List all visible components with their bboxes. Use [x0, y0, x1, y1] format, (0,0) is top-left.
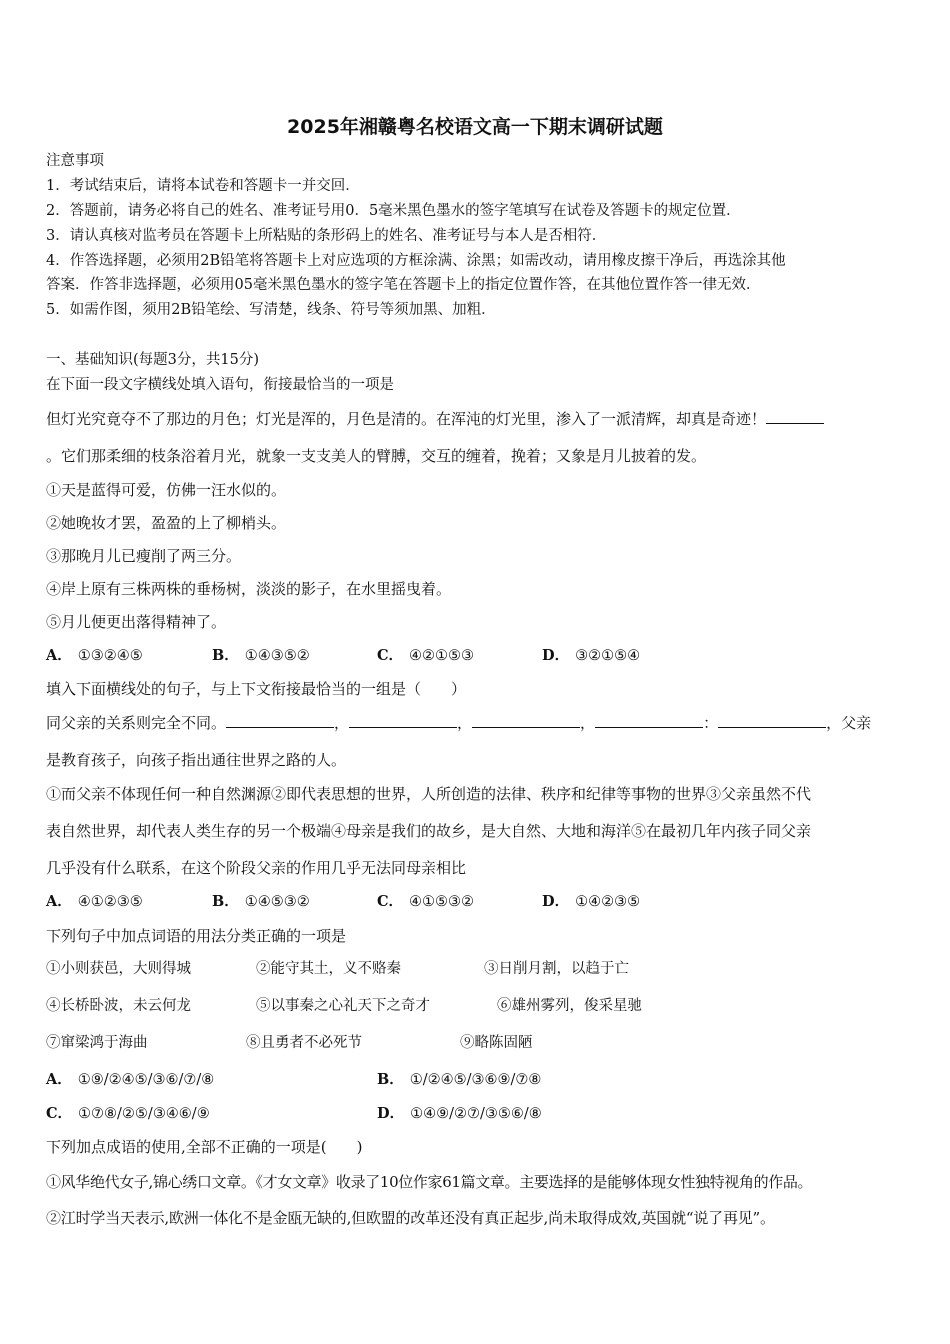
q1-item: ②她晚妆才罢，盈盈的上了柳梢头。	[46, 514, 287, 532]
q2-stem: 填入下面横线处的句子，与上下文衔接最恰当的一组是（ ）	[46, 680, 467, 698]
q1-passage-text: 但灯光究竟夺不了那边的月色；灯光是浑的，月色是清的。在浑沌的灯光里，渗入了一派清辉，却真是奇迹！	[46, 410, 767, 428]
q1-item: ③那晚月儿已瘦削了两三分。	[46, 547, 242, 565]
notice-item: 2．答题前，请务必将自己的姓名、准考证号用0．5毫米黑色墨水的签字笔填写在试卷及答题卡的规定位置．	[46, 203, 741, 219]
q3-item: ⑧且勇者不必死节	[246, 1035, 362, 1051]
q3-option-d[interactable]: D． ①④⑨/②⑦/③⑤⑥/⑧	[377, 1105, 542, 1122]
q3-item: ③日削月割，以趋于亡	[484, 961, 629, 977]
q4-stem: 下列加点成语的使用,全部不正确的一项是( )	[46, 1138, 363, 1156]
notice-item: 5．如需作图，须用2B铅笔绘、写清楚，线条、符号等须加黑、加粗．	[46, 302, 496, 318]
q3-item: ⑦窜梁鸿于海曲	[46, 1035, 148, 1051]
section-heading: 一、基础知识(每题3分，共15分)	[46, 352, 259, 368]
q1-passage-line1	[46, 409, 824, 429]
q4-item: ②江时学当天表示,欧洲一体化不是金瓯无缺的,但欧盟的改革还没有真正起步,尚未取得成效,英国就“说了再见”。	[46, 1209, 775, 1227]
notice-heading: 注意事项	[46, 153, 104, 169]
q3-item: ②能守其土，义不赂秦	[256, 961, 401, 977]
q3-item: ⑤以事秦之心礼天下之奇才	[256, 998, 430, 1014]
q3-option-c[interactable]: C． ①⑦⑧/②⑤/③④⑥/⑨	[46, 1105, 210, 1122]
q1-passage-line2: 。它们那柔细的枝条浴着月光，就象一支支美人的臂膊，交互的缠着，挽着；又象是月儿披着的发。	[46, 447, 707, 465]
q3-stem: 下列句子中加点词语的用法分类正确的一项是	[46, 927, 347, 945]
q2-option-d[interactable]: D． ①④②③⑤	[542, 893, 641, 910]
answer-blank	[718, 713, 826, 728]
q1-option-b[interactable]: B． ①④③⑤②	[212, 647, 310, 664]
q1-option-d[interactable]: D． ③②①⑤④	[542, 647, 641, 664]
q2-option-b[interactable]: B． ①④⑤③②	[212, 893, 310, 910]
q4-item: ①风华绝代女子,锦心绣口文章。《才女文章》收录了10位作家61篇文章。主要选择的是能够体现女性独特视角的作品。	[46, 1173, 813, 1191]
q3-item: ⑥雄州雾列，俊采星驰	[497, 998, 642, 1014]
notice-item: 1．考试结束后，请将本试卷和答题卡一并交回．	[46, 178, 360, 194]
q3-option-b[interactable]: B． ①/②④⑤/③⑥⑨/⑦⑧	[377, 1071, 542, 1088]
q1-item: ⑤月儿便更出落得精神了。	[46, 613, 227, 631]
q1-option-c[interactable]: C． ④②①⑤③	[377, 647, 475, 664]
q2-items-line: ①而父亲不体现任何一种自然渊源②即代表思想的世界，人所创造的法律、秩序和纪律等事物的世界③父亲虽然不代	[46, 785, 812, 803]
answer-blank	[226, 713, 334, 728]
q2-line2: 是教育孩子，向孩子指出通往世界之路的人。	[46, 751, 347, 769]
notice-item: 4．作答选择题，必须用2B铅笔将答题卡上对应选项的方框涂满、涂黑；如需改动，请用橡皮擦干净后，再选涂其他	[46, 253, 786, 269]
q2-items-line: 表自然世界，却代表人类生存的另一个极端④母亲是我们的故乡，是大自然、大地和海洋⑤在最初几年内孩子同父亲	[46, 822, 812, 840]
q3-item: ④长桥卧波，未云何龙	[46, 998, 191, 1014]
answer-blank	[349, 713, 457, 728]
q3-item: ⑨略陈固陋	[460, 1035, 533, 1051]
answer-blank	[766, 409, 824, 424]
q3-option-a[interactable]: A． ①⑨/②④⑤/③⑥/⑦/⑧	[46, 1071, 215, 1088]
answer-blank	[595, 713, 703, 728]
q2-line1: 同父亲的关系则完全不同。 ， ， ， ： ，父亲	[46, 714, 872, 732]
notice-item: 3．请认真核对监考员在答题卡上所粘贴的条形码上的姓名、准考证号与本人是否相符．	[46, 228, 607, 244]
q2-items-line: 几乎没有什么联系，在这个阶段父亲的作用几乎无法同母亲相比	[46, 859, 467, 877]
q2-option-c[interactable]: C． ④①⑤③②	[377, 893, 475, 910]
answer-blank	[472, 713, 580, 728]
q3-item: ①小则获邑，大则得城	[46, 961, 191, 977]
q2-option-a[interactable]: A． ④①②③⑤	[46, 893, 143, 910]
notice-item: 答案．作答非选择题，必须用05毫米黑色墨水的签字笔在答题卡上的指定位置作答，在其他位置作答一律无效．	[46, 277, 761, 293]
page-title: 2025年湘赣粤名校语文高一下期末调研试题	[287, 116, 663, 138]
q1-item: ①天是蓝得可爱，仿佛一汪水似的。	[46, 481, 287, 499]
q1-option-a[interactable]: A． ①③②④⑤	[46, 647, 143, 664]
q1-item: ④岸上原有三株两株的垂杨树，淡淡的影子，在水里摇曳着。	[46, 580, 452, 598]
q1-stem: 在下面一段文字横线处填入语句，衔接最恰当的一项是	[46, 377, 394, 393]
